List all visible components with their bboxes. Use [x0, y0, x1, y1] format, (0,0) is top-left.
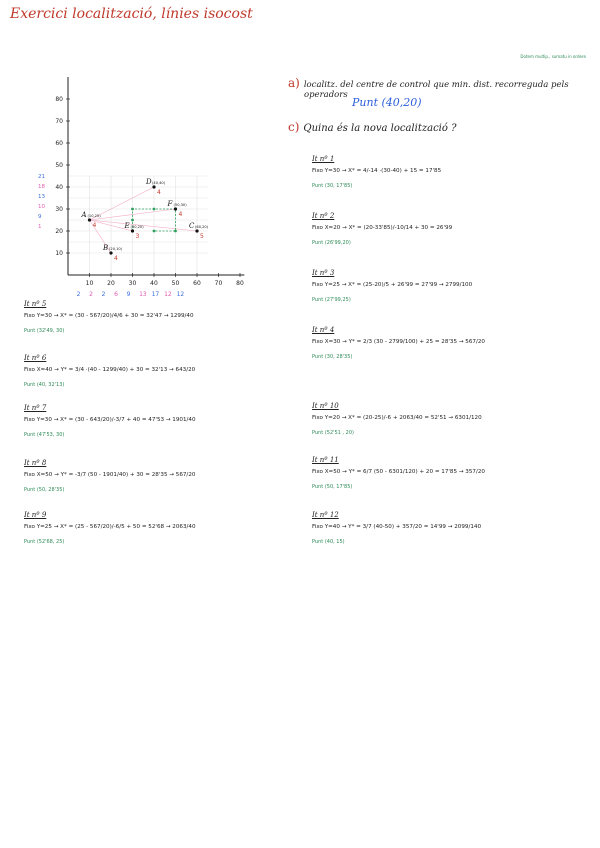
location-label: E [124, 222, 130, 230]
iteration-title: It nº 8 [24, 459, 47, 467]
iteration-equation: Fixo Y=40 → Y* = 3/7 (40-50) + 357/20 = 14'99 → 2099/140 [312, 524, 482, 530]
iteration-equation: Fixo Y=25 → X* = (25-20)/5 + 26'99 = 27'99 → 2799/100 [312, 282, 473, 288]
y-tick-label: 60 [55, 140, 63, 147]
location-coords: (10,25) [87, 214, 101, 218]
location-weight: 5 [200, 233, 204, 240]
iteration-equation: Fixo X=50 → Y* = -3/7 (50 - 1901/40) + 30 = 28'35 → 567/20 [24, 472, 196, 478]
left-count-label: 10 [38, 204, 45, 211]
iteration-point-result: Punt (32'49, 30) [24, 328, 65, 334]
iteration-equation: Fixo Y=30 → X* = (30 - 567/20)/4/6 + 30 = 32'47 → 1299/40 [24, 313, 194, 319]
page-title: Exercici localització, línies isocost [10, 6, 253, 22]
left-count-label: 1 [38, 224, 42, 231]
location-point [131, 229, 134, 232]
iteration-equation: Fixo X=50 → Y* = 6/7 (50 - 6301/120) + 20 = 17'85 → 357/20 [312, 469, 485, 475]
y-tick-label: 30 [55, 206, 63, 213]
bottom-count-label: 12 [176, 291, 185, 298]
y-tick-label: 80 [55, 96, 63, 103]
location-point [88, 218, 91, 221]
iteration-equation: Fixo X=20 → X* = (20-33'85)/-10/14 + 30 = 26'99 [312, 225, 453, 231]
iteration-point-result: Punt (40, 15) [312, 539, 345, 545]
y-tick-label: 20 [55, 228, 63, 235]
iteration-point-result: Punt (52'68, 25) [24, 539, 65, 545]
iteration-point-result: Punt (30, 17'85) [312, 183, 353, 189]
question-c-letter: c) [288, 120, 300, 134]
iteration-point [131, 208, 134, 211]
bottom-count-label: 9 [126, 291, 131, 298]
location-weight: 3 [135, 233, 140, 240]
location-weight: 4 [92, 222, 97, 229]
iteration-point [131, 219, 134, 222]
question-a-letter: a) [288, 76, 300, 90]
question-a-text: localitz. del centre de control que min. dist. recorreguda pels [303, 80, 569, 90]
bottom-count-label: 12 [164, 291, 172, 298]
margin-note: Dotem multip., sumatu in ordere [520, 54, 586, 59]
location-point [109, 251, 112, 254]
iteration-title: It nº 12 [312, 511, 339, 519]
x-tick-label: 20 [107, 280, 115, 287]
iteration-equation: Fixo X=40 → Y* = 3/4 ·(40 - 1299/40) + 30 = 32'13 → 643/20 [24, 367, 196, 373]
x-tick-label: 60 [193, 280, 201, 287]
iteration-title: It nº 2 [312, 212, 335, 220]
left-count-label: 13 [38, 194, 45, 201]
x-tick-label: 80 [236, 280, 244, 287]
location-coords: (40,40) [152, 181, 166, 185]
location-label: B [103, 244, 109, 252]
iteration-point-result: Punt (27'99,25) [312, 297, 351, 303]
iteration-point [174, 230, 177, 233]
left-count-label: 21 [38, 174, 45, 181]
question-a-answer: Punt (40,20) [352, 96, 422, 109]
bottom-count-label: 17 [151, 291, 160, 298]
location-point [174, 207, 177, 210]
location-coords: (30,20) [130, 225, 144, 229]
location-chart [0, 0, 600, 300]
bottom-count-label: 6 [114, 291, 118, 298]
y-tick-label: 40 [55, 184, 63, 191]
question-a-text-cont: operadors [304, 90, 348, 100]
y-tick-label: 50 [55, 162, 63, 169]
bottom-count-label: 2 [89, 291, 93, 298]
iteration-title: It nº 1 [312, 155, 335, 163]
left-count-label: 18 [38, 184, 45, 191]
question-c-text: Quina és la nova localització ? [303, 123, 457, 134]
y-tick-label: 10 [55, 250, 63, 257]
location-coords: (60,20) [195, 225, 209, 229]
iteration-equation: Fixo X=30 → Y* = 2/3 (30 - 2799/100) + 25 = 28'35 → 567/20 [312, 339, 485, 345]
iteration-point-result: Punt (50, 17'85) [312, 484, 353, 490]
iteration-point-result: Punt (50, 28'35) [24, 487, 65, 493]
x-tick-label: 70 [214, 280, 223, 287]
iteration-point-result: Punt (52'51 , 20) [312, 430, 354, 436]
iteration-equation: Fixo Y=30 → X* = (30 - 643/20)/-3/7 + 40 = 47'53 → 1901/40 [24, 417, 196, 423]
iteration-title: It nº 3 [312, 269, 335, 277]
location-label: A [81, 211, 87, 219]
y-tick-label: 70 [55, 118, 63, 125]
iteration-point-result: Punt (40, 32'13) [24, 382, 65, 388]
iteration-point-result: Punt (47'53, 30) [24, 432, 65, 438]
iteration-title: It nº 9 [24, 511, 47, 519]
x-tick-label: 10 [85, 280, 94, 287]
x-tick-label: 30 [128, 280, 137, 287]
location-label: F [167, 200, 173, 208]
location-weight: 4 [114, 255, 118, 262]
bottom-count-label: 2 [101, 291, 106, 298]
iteration-point [153, 208, 156, 211]
iteration-title: It nº 6 [24, 354, 47, 362]
x-tick-label: 50 [171, 280, 180, 287]
iteration-point-result: Punt (30, 28'35) [312, 354, 353, 360]
location-point [195, 229, 198, 232]
iteration-equation: Fixo Y=30 → X* = 4/-14 ·(30-40) + 15 = 17'85 [312, 168, 442, 174]
iteration-title: It nº 5 [24, 300, 47, 308]
x-tick-label: 40 [150, 280, 158, 287]
iteration-title: It nº 4 [312, 326, 335, 334]
bottom-count-label: 13 [139, 291, 147, 298]
bottom-count-label: 2 [76, 291, 81, 298]
location-weight: 4 [157, 189, 161, 196]
location-label: C [189, 222, 195, 230]
iteration-equation: Fixo Y=20 → X* = (20-25)/-6 + 2063/40 = 52'51 → 6301/120 [312, 415, 482, 421]
location-label: D [146, 178, 152, 186]
iteration-equation: Fixo Y=25 → X* = (25 - 567/20)/-6/5 + 50 = 52'68 → 2063/40 [24, 524, 196, 530]
iteration-title: It nº 7 [24, 404, 47, 412]
iteration-point [153, 230, 156, 233]
location-weight: 4 [178, 211, 183, 218]
location-coords: (20,10) [109, 247, 123, 251]
iteration-point-result: Punt (26'99,20) [312, 240, 351, 246]
left-count-label: 9 [38, 214, 42, 221]
iteration-title: It nº 10 [312, 402, 339, 410]
iteration-title: It nº 11 [312, 456, 339, 464]
location-point [152, 185, 155, 188]
location-coords: (50,30) [173, 203, 187, 207]
